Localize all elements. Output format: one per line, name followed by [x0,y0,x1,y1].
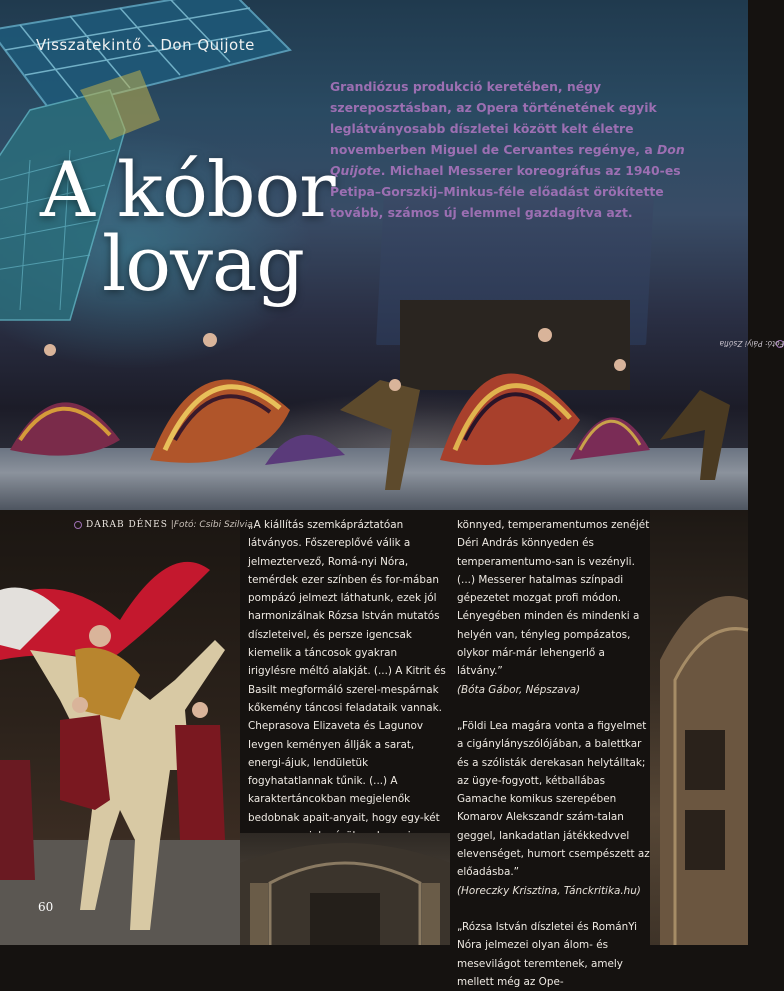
caption-separator: | [170,520,174,530]
text-column-2 [457,516,650,991]
dancers-illustration [0,290,748,510]
page-number: 60 [38,900,54,914]
review-quote-2: „Földi Lea magára vonta a figyelmet a cigánylányszólójában, a balettkar és a szólisták derekasan helytálltak; az ügye-fogyott, kétballábas Gamache komikus szerepében Komarov Alekszandr szám-talan geggel, lankadatlan játékkedvvel elevenséget, humort csempészett az előadásba.” [457,719,650,879]
set-architecture-illustration [240,833,450,945]
article-title [40,144,335,308]
arch-illustration [650,510,748,945]
review-source-2: (Horeczky Krisztina, Tánckritika.hu) [457,884,641,897]
lead-text-after: . Michael Messerer koreográfus az 1940-es Petipa–Gorszkij–Minkus-féle előadást örökítette tovább, számos új elemmel gazdagítva azt. [330,163,681,220]
caption-bullet-icon [74,521,82,529]
review-quote-1: „A kiállítás szemkápráztatóan látványos. Főszereplővé válik a jelmeztervező, Romá-nyi Nóra, temérdek ezer színben és for-mában pompázó jelmezt láthatunk, ezek jól harmonizálnak Rózsa István mutatós díszleteivel, és persze igencsak kiemelik a táncosok gyakran irigylésre méltó alakját. (...) A Kitrit és Basilt megformáló szerel-mespárnak kőkemény táncosi feladataik vannak. Cheprasova Elizaveta és Lagunov Ievgen keményen állják a sarat, energi-ájuk, lendületük fogyhatatlannak tűnik. (...) A karaktertáncokban megjelenők bedobnak apait-anyait, hogy egy-két [248,519,446,824]
left-photo-credit: Fotó: Csibi Szilvia [173,520,253,530]
review-quote-1-continued: könnyed, temperamentumos zenéjét Déri András könnyeden és temperamentumo-san is vezényli. (...) Messerer hatalmas színpadi gépezetet mozgat profi módon. Lényegében minden és mindenki a helyén van, tényleg pompázatos, olykor már-már lehengerlő a látvány.” [457,519,650,678]
hero-credit-text: Fotó: Pályi Zsófia [719,339,784,348]
lead-text-before: Grandiózus produkció keretében, négy szereposztásban, az Opera történetének egyik leglátványosabb díszletei között kelt életre novemberben Miguel de Cervantes regénye, a [330,79,658,157]
lead-paragraph [330,76,702,223]
left-photo-caption [74,520,253,530]
set-detail-photo [240,833,450,945]
title-line-2: lovag [102,218,304,308]
review-source-1: (Bóta Gábor, Népszava) [457,683,581,696]
review-quote-3: „Rózsa István díszletei és RománYi Nóra jelmezei olyan álom- és mesevilágot teremtenek, amely mellett még az Ope- [457,920,638,988]
dancer-name: DARAB DÉNES [86,520,168,530]
dancer-illustration [0,510,240,945]
section-kicker: Visszatekintő – Don Quijote [36,36,255,54]
lead-work-title: Don Quijote [330,142,685,178]
hero-photo-credit [676,240,784,350]
right-edge-photo [650,510,748,945]
title-line-1: A kóbor [40,144,335,234]
dancer-photo [0,510,240,945]
